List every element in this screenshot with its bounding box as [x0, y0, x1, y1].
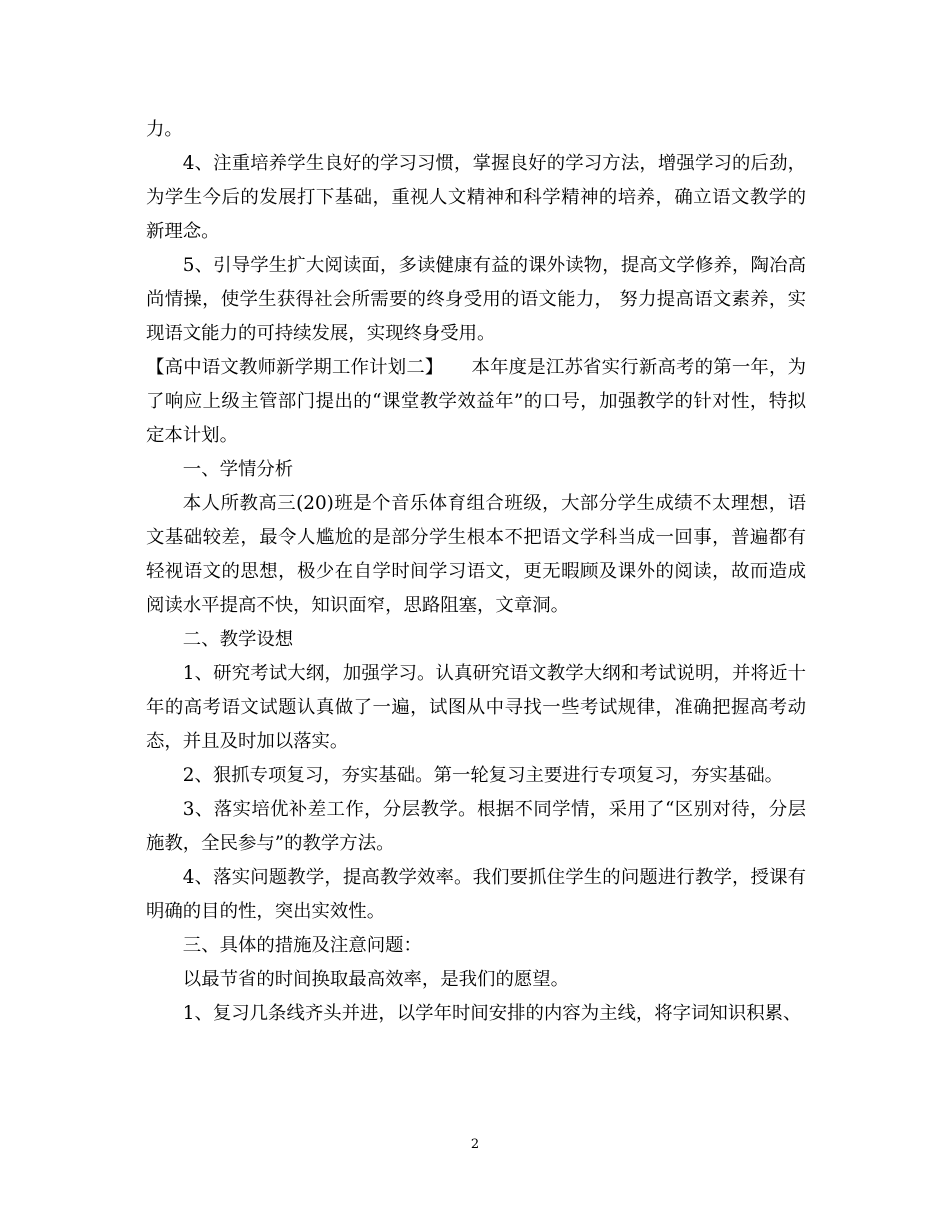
- paragraph-idea-3: 3、落实培优补差工作，分层教学。根据不同学情，采用了“区别对待，分层施教，全民参与”的教学方法。: [146, 799, 806, 854]
- paragraph-idea-4: 4、落实问题教学，提高教学效率。我们要抓住学生的问题进行教学，授课有明确的目的性，突出实效性。: [146, 867, 806, 922]
- paragraph-measure-1: 1、复习几条线齐头并进，以学年时间安排的内容为主线，将字词知识积累、: [182, 1003, 802, 1024]
- paragraph-item-4: 4、注重培养学生良好的学习习惯，掌握良好的学习方法，增强学习的后劲，为学生今后的发展打下基础，重视人文精神和科学精神的培养，确立语文教学的新理念。: [146, 153, 806, 242]
- paragraph-measures-goal: 以最节省的时间换取最高效率，是我们的愿望。: [182, 969, 570, 990]
- paragraph-plan-two-intro: 【高中语文教师新学期工作计划二】 本年度是江苏省实行新高考的第一年，为了响应上级主管部门提出的“课堂教学效益年”的口号，加强教学的针对性，特拟定本计划。: [146, 357, 806, 446]
- section-heading-learning-analysis: 一、学情分析: [182, 459, 294, 480]
- page-number: 2: [470, 1137, 480, 1152]
- paragraph-idea-2: 2、狠抓专项复习，夯实基础。第一轮复习主要进行专项复习，夯实基础。: [182, 765, 783, 786]
- paragraph-continuation: 力。: [146, 119, 183, 140]
- paragraph-learning-analysis: 本人所教高三(20)班是个音乐体育组合班级，大部分学生成绩不太理想，语文基础较差，最令人尴尬的是部分学生根本不把语文学科当成一回事，普遍都有轻视语文的思想，极少在自学时间学习语文，更无暇顾及课外的阅读，故而造成阅读水平提高不快，知识面窄，思路阻塞，文章洞。: [146, 493, 806, 616]
- section-heading-measures: 三、具体的措施及注意问题：: [182, 935, 422, 956]
- document-body: [146, 113, 806, 1031]
- section-heading-teaching-ideas: 二、教学设想: [182, 629, 294, 650]
- paragraph-item-5: 5、引导学生扩大阅读面，多读健康有益的课外读物，提高文学修养，陶冶高尚情操，使学生获得社会所需要的终身受用的语文能力， 努力提高语文素养，实现语文能力的可持续发展，实现终身受用。: [146, 255, 806, 344]
- paragraph-idea-1: 1、研究考试大纲，加强学习。认真研究语文教学大纲和考试说明，并将近十年的高考语文试题认真做了一遍，试图从中寻找一些考试规律，准确把握高考动态，并且及时加以落实。: [146, 663, 806, 752]
